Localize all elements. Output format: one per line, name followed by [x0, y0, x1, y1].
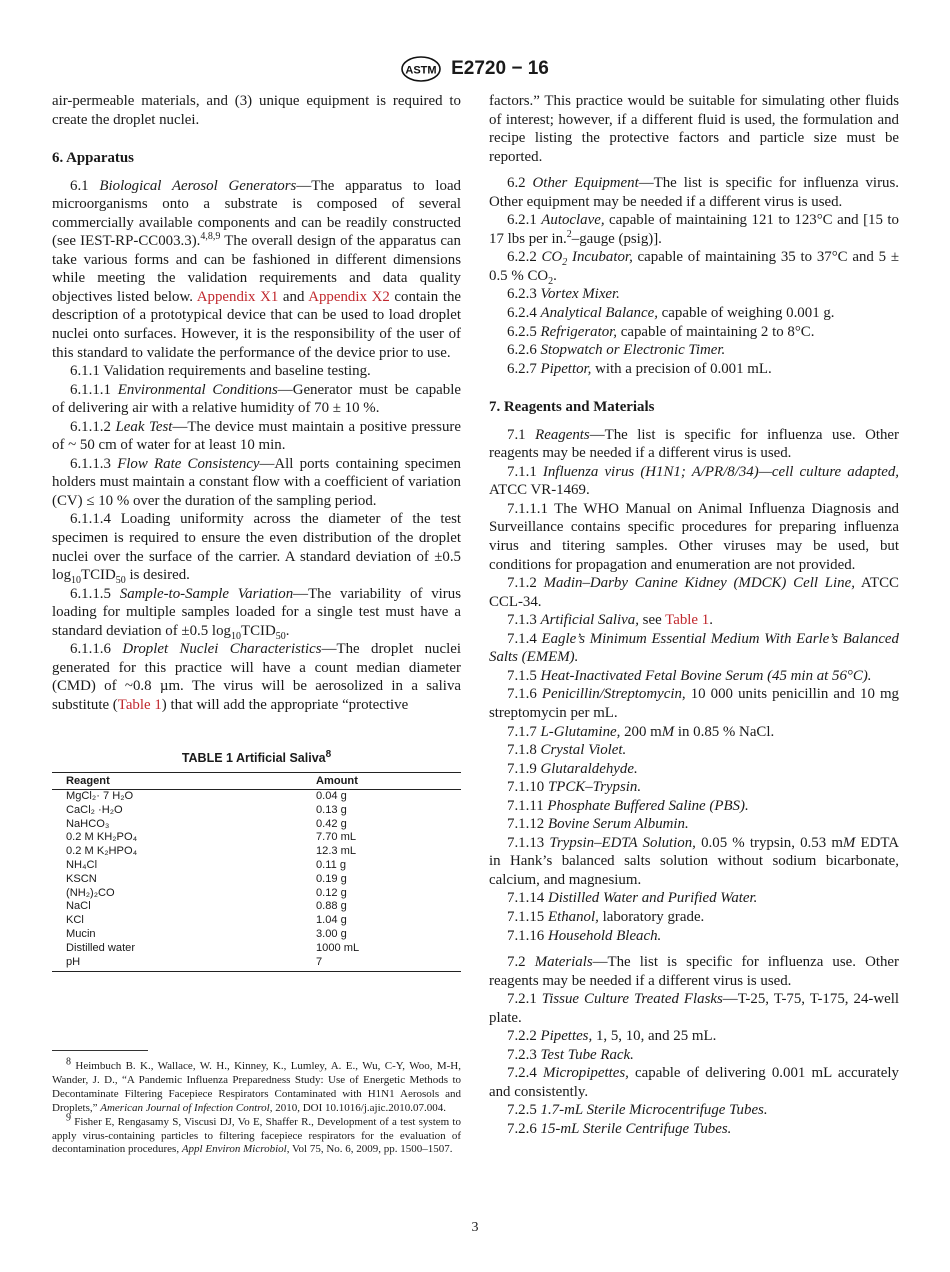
para-6-2-1: 6.2.1 Autoclave, capable of maintaining 121 to 123°C and [15 to 17 lbs per in.$^2$–gauge (psig)]. [489, 212, 899, 247]
amount-cell: 7 [302, 956, 461, 972]
reagent-cell: NH₄Cl [66, 859, 98, 872]
table-row [52, 942, 461, 956]
para-7-1-7: 7.1.7 L-Glutamine, 200 mM in 0.85 % NaCl. [507, 723, 775, 740]
para-7-1-4: 7.1.4 Eagle’s Minimum Essential Medium With Earle’s Balanced Salts (EMEM). [489, 630, 899, 666]
table-row [52, 831, 461, 845]
para-7-1-9: 7.1.9 Glutaraldehyde. [507, 760, 638, 777]
footnote-rule [52, 1050, 148, 1051]
amount-cell: 1000 mL [316, 941, 360, 954]
para-7-1-10: 7.1.10 TPCK–Trypsin. [507, 779, 642, 796]
table-row [52, 804, 461, 818]
para-7-1: 7.1 Reagents—The list is specific for influenza use. Other reagents may be needed if a different virus is used. [489, 426, 899, 462]
svg-text:ASTM: ASTM [405, 64, 437, 77]
amount-column-header: Amount [302, 773, 461, 790]
para-7-2-6: 7.2.6 15-mL Sterile Centrifuge Tubes. [507, 1120, 732, 1137]
reagent-cell: (NH₂)₂CO [66, 886, 115, 899]
para-7-2-3: 7.2.3 Test Tube Rack. [507, 1046, 634, 1063]
table-row [52, 887, 461, 901]
para-6-1-1-5: 6.1.1.5 Sample-to-Sample Variation—The variability of virus loading for multiple samples loaded for a single test must have a standard deviation of ±0.5 $\log_{10}TCID_{50}$. [52, 585, 461, 642]
para-7-1-6: 7.1.6 Penicillin/Streptomycin, 10 000 units penicillin and 10 mg streptomycin per mL. [489, 686, 899, 721]
reagent-cell: MgCl₂· 7 H₂O [66, 790, 134, 803]
section-6-heading: 6. Apparatus [52, 150, 134, 167]
page-number: 3 [471, 1220, 479, 1235]
para-7-1-3: 7.1.3 Artificial Saliva, see Table 1. [507, 612, 713, 629]
section-7-heading: 7. Reagents and Materials [489, 399, 655, 416]
para-6-2-4: 6.2.4 Analytical Balance, capable of weighing 0.001 g. [507, 305, 835, 322]
table-body [52, 790, 461, 972]
para-6-1: 6.1 Biological Aerosol Generators—The apparatus to load microorganisms onto a substrate is composed of several commercially available components and can be readily constructed (see IEST-RP-CC003.3).$^{4,8,9}$ The overall design of the apparatus can take various forms and can be fashioned in different dimensions while meeting the validation requirements and data quality objectives listed below. Appendix X1 and Appendix X2 contain the description of a prototypical device that can be used to load droplet nuclei onto surfaces. However, it is the responsibility of the user of this standard to validate the performance of the device prior to use. [52, 177, 462, 361]
para-6-1-1-1: 6.1.1.1 Environmental Conditions—Generator must be capable of delivering air with a relative humidity of 70 ± 10 %. [52, 381, 461, 417]
amount-cell: 0.19 g [316, 872, 347, 885]
para-6-1-1-3: 6.1.1.3 Flow Rate Consistency—All ports containing specimen holders must maintain a constant flow with a coefficient of variation (CV) ≤ 10 % over the duration of the sampling period. [52, 455, 461, 509]
para-7-1-12: 7.1.12 Bovine Serum Albumin. [507, 816, 689, 833]
para-7-1-15: 7.1.15 Ethanol, laboratory grade. [507, 908, 705, 925]
astm-logo-icon [401, 56, 441, 82]
footnote-8: $^8$ Heimbuch B. K., Wallace, W. H., Kinney, K., Lumley, A. E., Wu, C-Y, Woo, M-H, Wander, J. D., “A Pandemic Influenza Preparedness Study: Use of Energetic Methods to Decontaminate Filtering Facepiece Respirators Contaminated with H1N1 Aerosols and Droplets,” American Journal of Infection Control, 2010, DOI 10.1016/j.ajic.2010.07.004. [52, 1056, 461, 1114]
table-header-row [52, 773, 461, 790]
amount-cell: 0.12 g [316, 886, 347, 899]
para-7-1-2: 7.1.2 Madin–Darby Canine Kidney (MDCK) Cell Line, ATCC CCL-34. [489, 575, 899, 610]
para-7-1-1-1: 7.1.1.1 The WHO Manual on Animal Influenza Diagnosis and Surveillance contains specific procedures for preparing influenza virus and titering samples. Other viruses may be used, but conditions for propagation and enumeration are not provided. [489, 500, 899, 573]
table-1-link[interactable]: Table 1 [117, 696, 162, 713]
para-7-2-2: 7.2.2 Pipettes, 1, 5, 10, and 25 mL. [507, 1028, 717, 1045]
reagent-cell: CaCl₂ ·H₂O [66, 803, 123, 816]
amount-cell: 0.04 g [316, 790, 347, 803]
para-7-2: 7.2 Materials—The list is specific for influenza use. Other reagents may be needed if a different virus is used. [489, 954, 899, 989]
table-row [52, 845, 461, 859]
reagent-column-header: Reagent [52, 773, 302, 790]
para-6-1-1-2: 6.1.1.2 Leak Test—The device must maintain a positive pressure of ~ 50 cm of water for at least 10 min. [52, 418, 461, 454]
table-row [52, 914, 461, 928]
para-6-2-6: 6.2.6 Stopwatch or Electronic Timer. [507, 342, 726, 359]
footnote-9: $^9$ Fisher E, Rengasamy S, Viscusi DJ, Vo E, Shaffer R., Development of a test system to apply virus-containing particles to filtering facepiece respirators for the evaluation of decontamination procedures, Appl Environ Microbiol, Vol 75, No. 6, 2009, pp. 1500–1507. [52, 1111, 461, 1156]
table-row [52, 873, 461, 887]
para-6-2-3: 6.2.3 Vortex Mixer. [507, 286, 620, 303]
para-7-1-8: 7.1.8 Crystal Violet. [507, 742, 627, 759]
para-7-2-1: 7.2.1 Tissue Culture Treated Flasks—T-25, T-75, T-175, 24-well plate. [489, 991, 899, 1026]
reagent-cell: pH [52, 956, 302, 972]
reagent-cell: KSCN [66, 872, 97, 885]
para-7-2-4: 7.2.4 Micropipettes, capable of delivering 0.001 mL accurately and consistently. [489, 1065, 899, 1100]
amount-cell: 0.13 g [316, 803, 347, 816]
reagent-cell: NaCl [66, 900, 91, 913]
reagent-cell: 0.2 M K₂HPO₄ [66, 845, 138, 858]
continued-paragraph: air-permeable materials, and (3) unique equipment is required to create the droplet nuclei. [52, 93, 461, 128]
amount-cell: 1.04 g [316, 914, 347, 927]
para-6-2-7: 6.2.7 Pipettor, with a precision of 0.001 mL. [507, 360, 772, 377]
appendix-x1-link[interactable]: Appendix X1 [196, 288, 279, 305]
table-1-title: TABLE 1 Artificial Saliva$^8$ [181, 748, 332, 765]
para-6-2: 6.2 Other Equipment—The list is specific for influenza virus. Other equipment may be needed if a different virus is used. [489, 175, 899, 210]
page-header [0, 56, 950, 82]
para-6-2-2: 6.2.2 $CO_2$ Incubator, capable of maintaining 35 to 37°C and 5 ± 0.5 % $CO_2$. [489, 249, 899, 287]
table-row [52, 859, 461, 873]
table-row [52, 818, 461, 832]
amount-cell: 0.42 g [316, 817, 347, 830]
table-row [52, 928, 461, 942]
table-1-link-right[interactable]: Table 1 [665, 612, 710, 629]
amount-cell: 0.88 g [316, 900, 347, 913]
para-7-1-14: 7.1.14 Distilled Water and Purified Water. [507, 890, 758, 907]
para-6-2-5: 6.2.5 Refrigerator, capable of maintaining 2 to 8°C. [507, 323, 815, 340]
footnotes [52, 1056, 461, 1157]
para-7-1-11: 7.1.11 Phosphate Buffered Saline (PBS). [507, 797, 749, 814]
reagent-cell: NaHCO₃ [66, 817, 110, 830]
reagent-cell: 0.2 M KH₂PO₄ [66, 831, 138, 844]
left-column [52, 92, 461, 972]
amount-cell: 0.11 g [316, 859, 347, 872]
table-row [52, 900, 461, 914]
reagent-cell: Distilled water [66, 941, 136, 954]
amount-cell: 3.00 g [316, 928, 347, 941]
appendix-x2-link[interactable]: Appendix X2 [308, 288, 390, 305]
para-7-1-16: 7.1.16 Household Bleach. [507, 927, 662, 944]
para-7-1-5: 7.1.5 Heat-Inactivated Fetal Bovine Serum (45 min at 56°C). [507, 667, 872, 684]
artificial-saliva-table [52, 772, 461, 972]
reagent-cell: Mucin [66, 928, 96, 941]
document-id: E2720 − 16 [451, 58, 549, 79]
para-7-1-13: 7.1.13 Trypsin–EDTA Solution, 0.05 % trypsin, 0.53 mM EDTA in Hank’s balanced salts solution without sodium bicarbonate, calcium, and magnesium. [489, 834, 899, 888]
para-6-1-1-4: 6.1.1.4 Loading uniformity across the diameter of the test specimen is required to ensure the even distribution of the droplet nuclei over the surface of the carrier. A standard deviation of ±0.5 $\log_{10}TCID_{50}$ is desired. [52, 511, 461, 587]
para-6-1-1: 6.1.1 Validation requirements and baseline testing. [70, 363, 371, 380]
continued-paragraph-right: factors.” This practice would be suitable for simulating other fluids of interest; however, if a different fluid is used, the formulation and recipe listing the protective factors and particle size must be reported. [489, 93, 899, 165]
para-7-1-1: 7.1.1 Influenza virus (H1N1; A/PR/8/34)—cell culture adapted, ATCC VR-1469. [489, 463, 899, 499]
table-row [52, 790, 461, 804]
amount-cell: 7.70 mL [316, 831, 357, 844]
amount-cell: 12.3 mL [316, 845, 357, 858]
para-7-2-5: 7.2.5 1.7-mL Sterile Microcentrifuge Tubes. [507, 1102, 768, 1119]
reagent-cell: KCl [66, 914, 84, 927]
para-6-1-1-6: 6.1.1.6 Droplet Nuclei Characteristics—The droplet nuclei generated for this practice will have a count median diameter (CMD) of ~0.8 µm. The virus will be aerosolized in a saliva substitute (Table 1) that will add the appropriate “protective [52, 641, 461, 713]
table-row [52, 956, 461, 972]
right-column [489, 92, 899, 1139]
